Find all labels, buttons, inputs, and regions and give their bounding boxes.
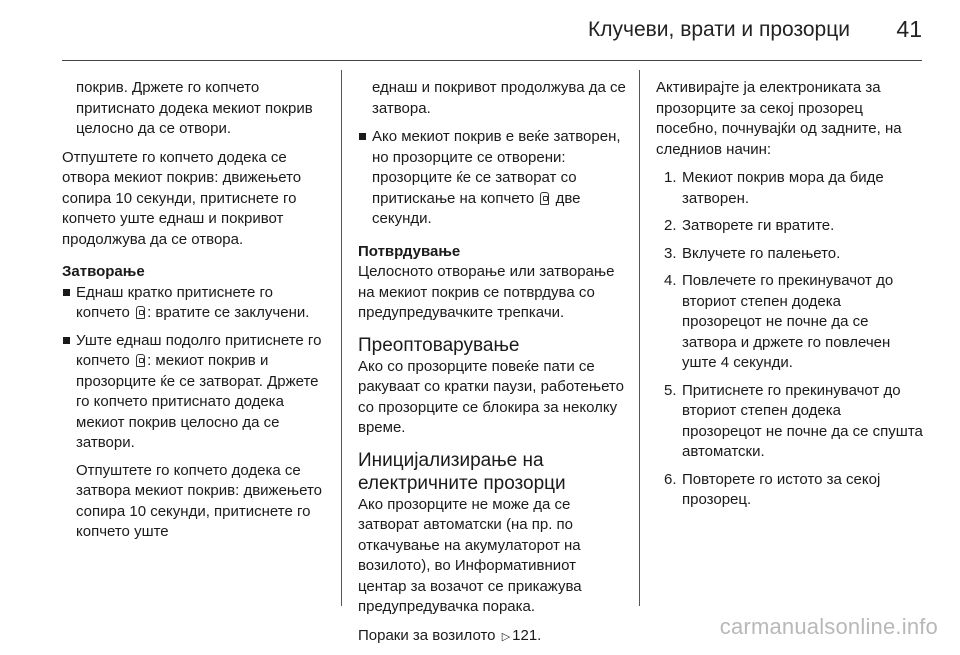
closing-list: [62, 283, 330, 543]
step-number: 3.: [664, 244, 677, 262]
header-divider: [62, 60, 922, 61]
page-number: 41: [896, 16, 922, 42]
list-item-text: : вратите се заклучени.: [147, 304, 310, 321]
step-number: 6.: [664, 470, 677, 488]
column-2: [358, 78, 626, 655]
steps-list: [656, 168, 924, 511]
step-text: Повлечете го прекинувачот до вториот степен додека прозорецот не почне да се затвора и држете го повлечен уште 4 секунди.: [682, 272, 894, 371]
step-text: Повторете го истото за секој прозорец.: [682, 470, 881, 508]
step-item: [656, 381, 924, 463]
step-text: Затворете ги вратите.: [682, 217, 835, 234]
overload-heading: Преоптоварување: [358, 334, 520, 356]
key-fob-button-icon: [540, 192, 549, 205]
step-item: [656, 244, 924, 265]
paragraph: Отпуштете го копчето додека се отвора мекиот покрив: движењето сопира 10 секунди, притиснете го копчето уште еднаш и покривот продолжува да се отвора.: [62, 148, 302, 248]
page-reference[interactable]: 121.: [512, 626, 542, 644]
closing-heading: Затворање: [62, 263, 145, 280]
section-title: Клучеви, врати и прозорци: [588, 18, 850, 41]
step-number: 1.: [664, 169, 677, 186]
step-item: [656, 271, 924, 374]
column-1: [62, 78, 330, 550]
paragraph: еднаш и покривот продолжува да се затвора.: [372, 79, 626, 117]
list-item-continuation: Отпуштете го копчето додека се затвора мекиот покрив: движењето сопира 10 секунди, притиснете го копчето уште: [76, 461, 323, 540]
step-item: [656, 168, 924, 209]
step-number: 5.: [664, 381, 677, 399]
paragraph: покрив. Држете го копчето притиснато додека мекиот покрив целосно да се отвори.: [76, 79, 313, 137]
column-divider-1: [341, 70, 342, 606]
confirm-heading: Потврдување: [358, 242, 461, 260]
step-text: Вклучете го палењето.: [682, 244, 841, 262]
step-text: Притиснете го прекинувачот до вториот степен додека прозорецот не почне да се спушта автоматски.: [682, 381, 923, 460]
reference-text: Пораки за возилото: [358, 626, 496, 644]
paragraph: Активирајте ја електрониката за прозорците за секој прозорец посебно, почнувајќи од задните, на следниов начин:: [656, 79, 902, 158]
column-divider-2: [639, 70, 640, 606]
list-item: [62, 283, 330, 324]
init-heading: Иницијализирање на електричните прозорци: [358, 449, 566, 494]
step-item: [656, 216, 924, 237]
bullet-icon: [63, 289, 70, 296]
list-item: [62, 331, 330, 543]
paragraph: Ако прозорците не може да се затворат автоматски (на пр. по откачување на акумулаторот на возилото), во Информативниот центар за возачот се прикажува предупредувачка порака.: [358, 495, 582, 615]
paragraph: [358, 626, 626, 648]
list-item: [358, 127, 626, 230]
bullet-icon: [63, 337, 70, 344]
list-item-text: две секунди.: [372, 189, 581, 227]
watermark: carmanualsonline.info: [719, 614, 938, 639]
step-item: [656, 470, 924, 511]
key-fob-button-icon: [136, 306, 145, 319]
column-3: [656, 78, 924, 518]
list-item-text: Уште еднаш подолго притиснете го копчето: [76, 331, 322, 369]
list-item-text: : мекиот покрив и прозорците ќе се затворат. Држете го копчето притиснато додека мекиот покрив целосно да се затвори.: [76, 352, 319, 451]
list-item-text: Ако мекиот покрив е веќе затворен, но прозорците се отворени: прозорците ќе се затворат со притискање на копчето: [372, 128, 621, 207]
list-item-text: Еднаш кратко притиснете го копчето: [76, 283, 274, 321]
key-fob-button-icon: [136, 354, 145, 367]
step-number: 4.: [664, 272, 677, 289]
page-reference-arrow-icon: ▷: [501, 630, 511, 643]
paragraph: Ако со прозорците повеќе пати се ракуваат со кратки паузи, работењето со прозорците се блокира за неколку време.: [358, 357, 624, 436]
paragraph: Целосното отворање или затворање на мекиот покрив се потврдува со предупредувачките трепкачи.: [358, 263, 615, 321]
closed-roof-list: [358, 127, 626, 230]
page-header: [0, 0, 960, 64]
bullet-icon: [359, 133, 366, 140]
step-number: 2.: [664, 217, 677, 234]
step-text: Мекиот покрив мора да биде затворен.: [682, 169, 884, 207]
